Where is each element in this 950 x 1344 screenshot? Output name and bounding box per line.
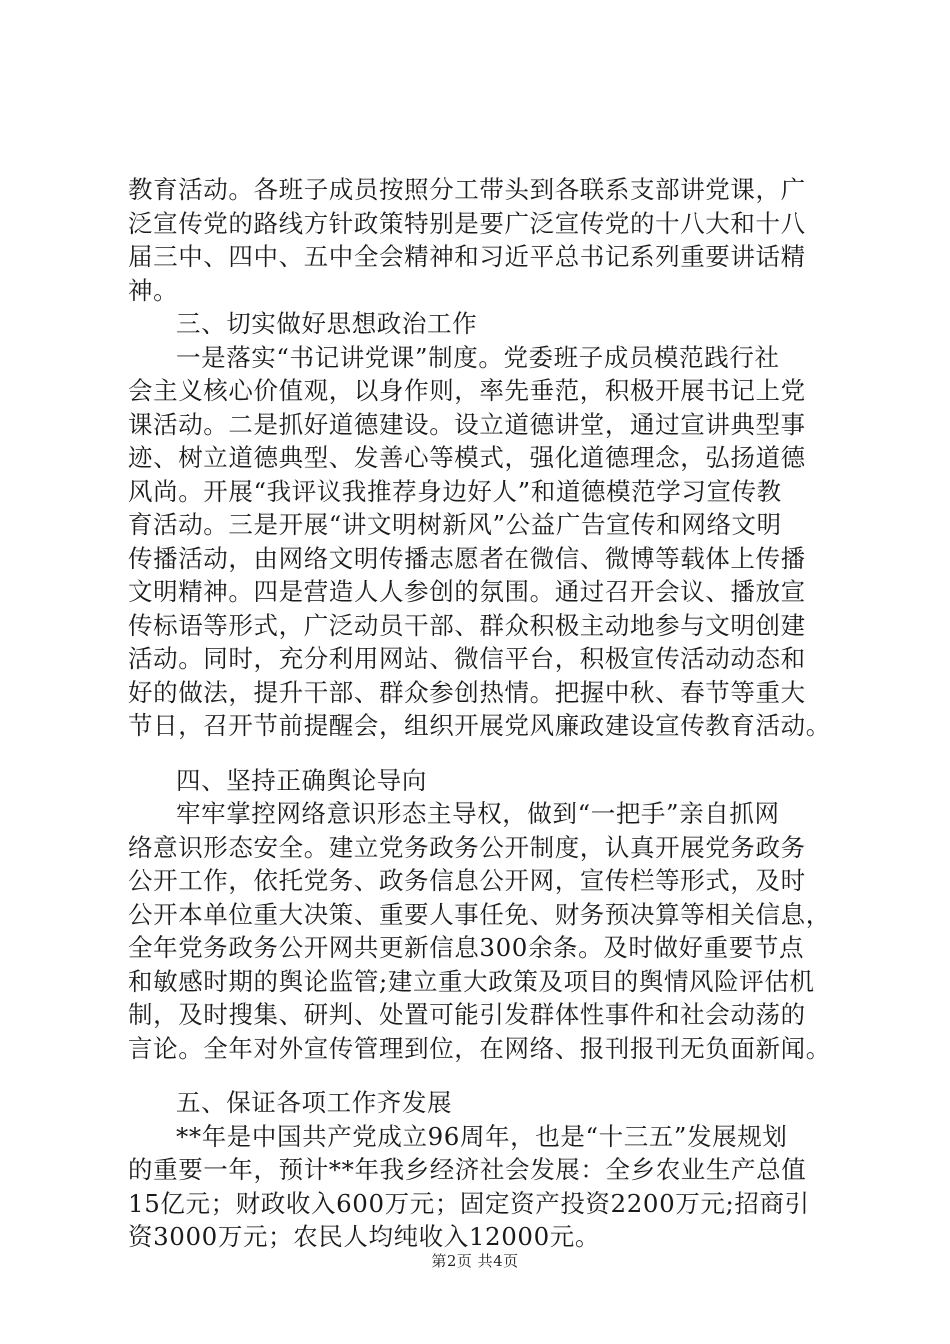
body-line: 一是落实“书记讲党课”制度。党委班子成员模范践行社	[176, 342, 780, 372]
body-line: 牢牢掌控网络意识形态主导权，做到“一把手”亲自抓网	[176, 799, 780, 828]
body-line: 泛宣传党的路线方针政策特别是要广泛宣传党的十八大和十八	[128, 208, 806, 238]
section-heading-5: 五、保证各项工作齐发展	[176, 1088, 453, 1117]
body-line: 文明精神。四是营造人人参创的氛围。通过召开会议、播放宣	[128, 577, 806, 606]
section-heading-3: 三、切实做好思想政治工作	[176, 309, 478, 338]
body-line: 活动。同时，充分利用网站、微信平台，积极宣传活动动态和	[128, 644, 806, 673]
paragraph-gap	[128, 1065, 834, 1086]
body-line: 风尚。开展“我评议我推荐身边好人”和道德模范学习宣传教	[128, 476, 782, 506]
body-line: 传标语等形式，广泛动员干部、群众积极主动地参与文明创建	[128, 610, 806, 640]
body-line: 神。	[128, 275, 179, 305]
document-body	[128, 173, 834, 1254]
body-line: 会主义核心价值观，以身作则，率先垂范，积极开展书记上党	[128, 376, 806, 405]
body-line: 届三中、四中、五中全会精神和习近平总书记系列重要讲话精	[128, 242, 806, 271]
body-line: 制，及时搜集、研判、处置可能引发群体性事件和社会动荡的	[128, 1000, 806, 1029]
body-line: 迹、树立道德典型、发善心等模式，强化道德理念，弘扬道德	[128, 443, 806, 472]
body-line: 言论。全年对外宣传管理到位，在网络、报刊报刊无负面新闻。	[128, 1033, 831, 1063]
body-line: 公开本单位重大决策、重要人事任免、财务预决算等相关信息，	[128, 899, 831, 929]
body-line: 15亿元；财政收入600万元；固定资产投资2200万元;招商引	[128, 1188, 810, 1218]
body-line: 课活动。二是抓好道德建设。设立道德讲堂，通过宣讲典型事	[128, 409, 806, 439]
paragraph-gap	[128, 743, 834, 764]
body-line: 好的做法，提升干部、群众参创热情。把握中秋、春节等重大	[128, 677, 806, 707]
body-line: 和敏感时期的舆论监管;建立重大政策及项目的舆情风险评估机	[128, 966, 815, 996]
body-line: 育活动。三是开展“讲文明树新风”公益广告宣传和网络文明	[128, 510, 782, 539]
body-line: 节日，召开节前提醒会，组织开展党风廉政建设宣传教育活动。	[128, 711, 831, 740]
body-line: **年是中国共产党成立96周年，也是“十三五”发展规划	[176, 1121, 788, 1151]
body-line: 传播活动，由网络文明传播志愿者在微信、微博等载体上传播	[128, 543, 806, 573]
body-line: 络意识形态安全。建立党务政务公开制度，认真开展党务政务	[128, 832, 806, 862]
page-number-footer: 第2页 共4页	[431, 1252, 519, 1270]
body-line: 全年党务政务公开网共更新信息300余条。及时做好重要节点	[128, 933, 805, 962]
body-line: 公开工作，依托党务、政务信息公开网，宣传栏等形式，及时	[128, 866, 806, 895]
body-line: 教育活动。各班子成员按照分工带头到各联系支部讲党课，广	[128, 175, 806, 204]
body-line: 资3000万元；农民人均纯收入12000元。	[128, 1222, 600, 1251]
body-line: 的重要一年，预计**年我乡经济社会发展：全乡农业生产总值	[128, 1155, 807, 1184]
section-heading-4: 四、坚持正确舆论导向	[176, 765, 427, 795]
